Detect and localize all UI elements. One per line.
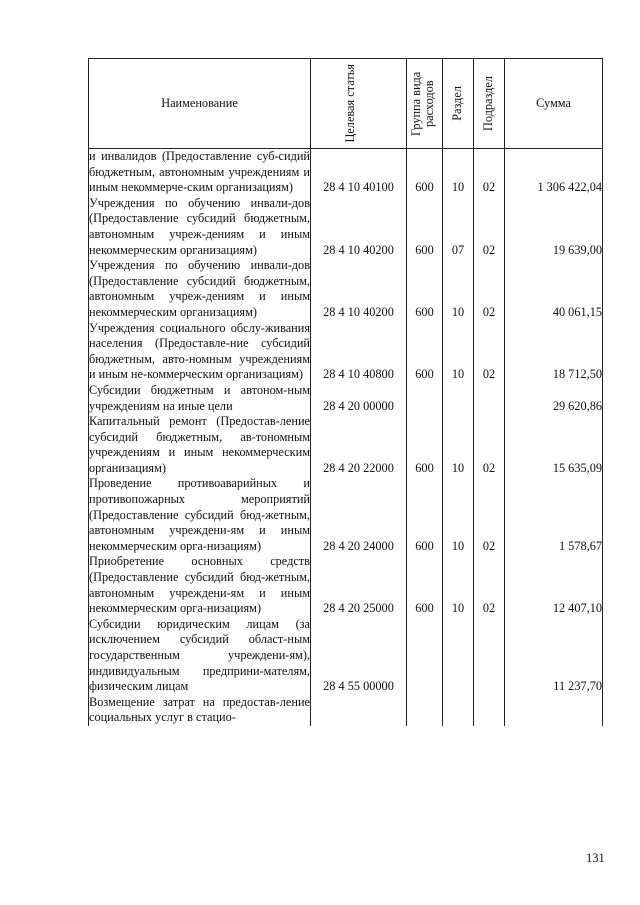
row-name-cell: Субсидии бюджетным и автоном-ным учреждениям на иные цели <box>89 382 310 413</box>
row-section-cell: 10 <box>443 321 474 383</box>
row-name-cell: Учреждения по обучению инвали-дов (Предоставление субсидий бюджетным, автономным учреж-дениям и иным некоммерческим организациям) <box>89 258 310 319</box>
row-subsection-cell: 02 <box>474 196 505 258</box>
row-amount-cell: 11 237,70 <box>505 617 603 695</box>
row-name-cell: Проведение противоаварийных и противопожарных мероприятий (Предоставление субсидий бюд-жетным, автономным учреждени-ям и иным некоммерческим орга-низациям) <box>89 476 310 553</box>
table-row <box>89 695 603 726</box>
table-row <box>89 554 603 616</box>
row-expense-group-cell: 600 <box>407 554 443 616</box>
row-amount-cell: 40 061,15 <box>505 258 603 320</box>
row-amount-cell: 29 620,86 <box>505 383 603 414</box>
header-section: Раздел <box>443 59 474 149</box>
row-name-cell: Возмещение затрат на предостав-ление социальных услуг в стацио- <box>89 694 310 725</box>
row-amount-cell <box>505 695 603 726</box>
header-name: Наименование <box>89 59 311 149</box>
row-section-cell: 10 <box>443 554 474 616</box>
row-subsection-cell: 02 <box>474 554 505 616</box>
header-expense-group: Группа вида расходов <box>407 59 443 149</box>
row-expense-group-cell: 600 <box>407 149 443 196</box>
table-row <box>89 258 603 320</box>
row-target-article-cell: 28 4 10 40200 <box>311 258 407 320</box>
row-section-cell: 10 <box>443 149 474 196</box>
row-subsection-cell: 02 <box>474 414 505 476</box>
row-amount-cell: 12 407,10 <box>505 554 603 616</box>
row-subsection-cell: 02 <box>474 258 505 320</box>
row-expense-group-cell: 600 <box>407 258 443 320</box>
row-expense-group-cell: 600 <box>407 476 443 554</box>
row-name-cell: Капитальный ремонт (Предостав-ление субсидий бюджетным, ав-тономным учреждениям и иным некоммерческим организациям) <box>89 414 310 475</box>
row-section-cell <box>443 383 474 414</box>
table-row <box>89 196 603 258</box>
row-subsection-cell: 02 <box>474 149 505 196</box>
row-subsection-cell <box>474 695 505 726</box>
row-expense-group-cell <box>407 617 443 695</box>
row-section-cell: 10 <box>443 258 474 320</box>
table-row <box>89 149 603 196</box>
row-expense-group-cell <box>407 383 443 414</box>
row-subsection-cell <box>474 383 505 414</box>
row-expense-group-cell <box>407 695 443 726</box>
table-body <box>89 149 603 726</box>
row-target-article-cell: 28 4 20 00000 <box>311 383 407 414</box>
row-target-article-cell: 28 4 20 25000 <box>311 554 407 616</box>
header-subsection: Подраздел <box>474 59 505 149</box>
table-header-row <box>89 59 603 149</box>
row-section-cell <box>443 695 474 726</box>
row-subsection-cell: 02 <box>474 476 505 554</box>
row-amount-cell: 15 635,09 <box>505 414 603 476</box>
table-row <box>89 617 603 695</box>
table-row <box>89 476 603 554</box>
row-name-cell: Приобретение основных средств (Предоставление субсидий бюд-жетным, автономным учреждени-ям и иным некоммерческим орга-низациям) <box>89 554 310 616</box>
row-subsection-cell <box>474 617 505 695</box>
row-section-cell: 07 <box>443 196 474 258</box>
row-name-cell: Учреждения социального обслу-живания населения (Предоставле-ние субсидий бюджетным, авто-номным учреждениям и иным не-коммерческим организациям) <box>89 320 310 382</box>
row-section-cell: 10 <box>443 414 474 476</box>
row-subsection-cell: 02 <box>474 321 505 383</box>
row-target-article-cell <box>311 695 407 726</box>
row-section-cell <box>443 617 474 695</box>
row-target-article-cell: 28 4 55 00000 <box>311 617 407 695</box>
table-row <box>89 414 603 476</box>
row-name-cell: и инвалидов (Предоставление суб-сидий бюджетным, автономным учреждениям и иным некоммерче-ским организациям) <box>89 149 310 195</box>
row-target-article-cell: 28 4 10 40800 <box>311 321 407 383</box>
header-amount: Сумма <box>505 59 603 149</box>
row-expense-group-cell: 600 <box>407 321 443 383</box>
row-expense-group-cell: 600 <box>407 414 443 476</box>
page-number: 131 <box>586 851 605 865</box>
row-target-article-cell: 28 4 10 40100 <box>311 149 407 196</box>
row-target-article-cell: 28 4 20 22000 <box>311 414 407 476</box>
table-row <box>89 321 603 383</box>
header-target-article: Целевая статья <box>311 59 407 149</box>
row-target-article-cell: 28 4 20 24000 <box>311 476 407 554</box>
row-amount-cell: 1 306 422,04 <box>505 149 603 196</box>
row-target-article-cell: 28 4 10 40200 <box>311 196 407 258</box>
row-expense-group-cell: 600 <box>407 196 443 258</box>
row-section-cell: 10 <box>443 476 474 554</box>
row-name-cell: Учреждения по обучению инвали-дов (Предоставление субсидий бюджетным, автономным учреж-дениям и иным некоммерческим организациям) <box>89 195 310 257</box>
row-amount-cell: 1 578,67 <box>505 476 603 554</box>
budget-table <box>88 58 603 726</box>
table-row <box>89 383 603 414</box>
row-name-cell: Субсидии юридическим лицам (за исключением субсидий област-ным государственным учреждени-ям), индивидуальным предприни-мателям, физическим лицам <box>89 616 310 694</box>
row-amount-cell: 19 639,00 <box>505 196 603 258</box>
row-amount-cell: 18 712,50 <box>505 321 603 383</box>
